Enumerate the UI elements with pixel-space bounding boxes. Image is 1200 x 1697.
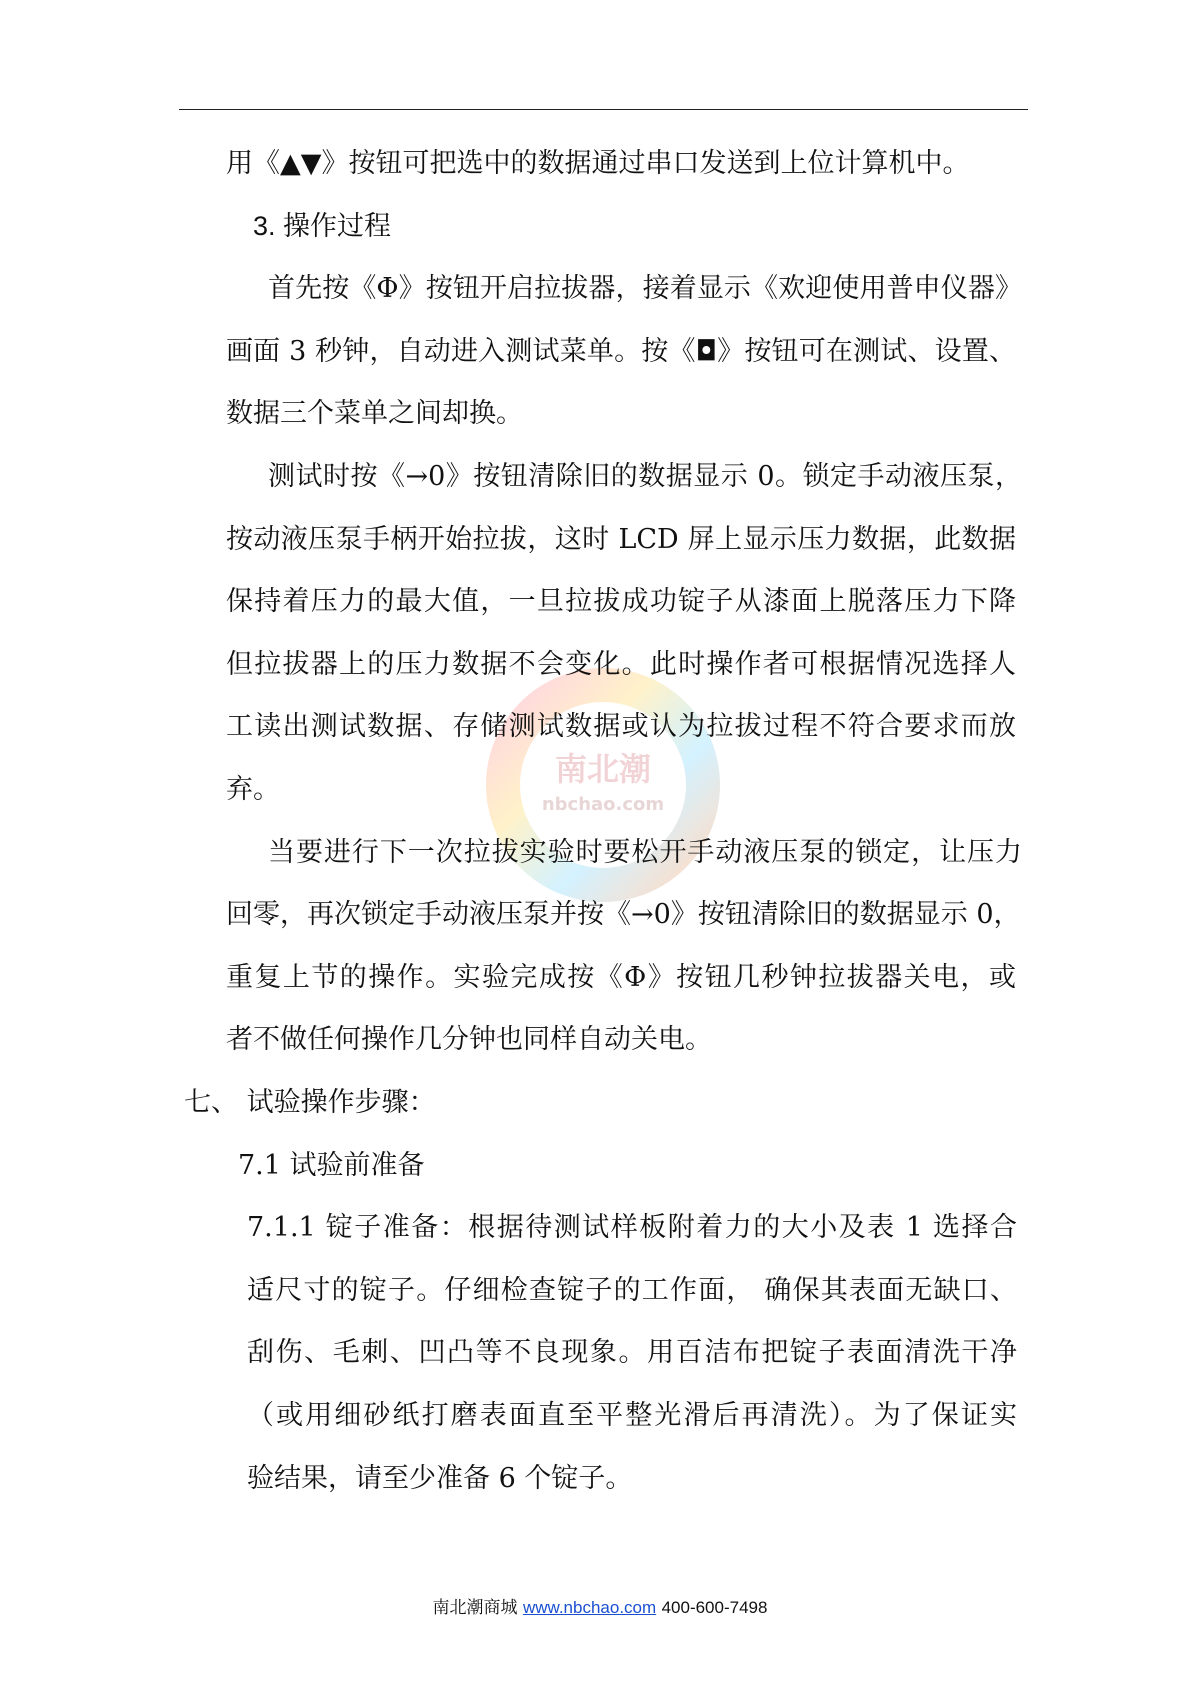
text-line-19: 适尺寸的锭子。仔细检查锭子的工作面， 确保其表面无缺口、 xyxy=(247,1275,1017,1306)
text-line-15: 者不做任何操作几分钟也同样自动关电。 xyxy=(226,1024,712,1055)
text-line-20: 刮伤、毛刺、凹凸等不良现象。用百洁布把锭子表面清洗干净 xyxy=(247,1337,1017,1368)
text-line-13: 回零，再次锁定手动液压泵并按《→0》按钮清除旧的数据显示 0， xyxy=(226,899,1021,930)
chapter-heading-7: 七、 试验操作步骤： xyxy=(184,1087,436,1118)
text-line-9: 但拉拔器上的压力数据不会变化。此时操作者可根据情况选择人 xyxy=(226,649,1016,680)
footer-link[interactable]: www.nbchao.com xyxy=(522,1598,657,1617)
watermark-en: nbchao.com xyxy=(541,794,665,815)
text-line-1: 用《▲▼》按钮可把选中的数据通过串口发送到上位计算机中。 xyxy=(226,148,970,179)
text-line-4: 画面 3 秒钟，自动进入测试菜单。按《◘》按钮可在测试、设置、 xyxy=(226,336,1016,367)
nbchao-watermark xyxy=(468,660,738,910)
text-line-10: 工读出测试数据、存储测试数据或认为拉拔过程不符合要求而放 xyxy=(226,711,1016,742)
text-line-14: 重复上节的操作。实验完成按《Φ》按钮几秒钟拉拔器关电，或 xyxy=(226,962,1016,993)
text-line-5: 数据三个菜单之间却换。 xyxy=(226,398,523,429)
subsection-heading-7-1: 7.1 试验前准备 xyxy=(238,1150,425,1181)
footer-phone: 400-600-7498 xyxy=(661,1598,768,1617)
text-line-18: 7.1.1 锭子准备：根据待测试样板附着力的大小及表 1 选择合 xyxy=(247,1212,1017,1243)
text-line-21: （或用细砂纸打磨表面直至平整光滑后再清洗）。为了保证实 xyxy=(247,1400,1017,1431)
footer-label: 南北潮商城 xyxy=(432,1598,518,1618)
text-line-8: 保持着压力的最大值，一旦拉拔成功锭子从漆面上脱落压力下降 xyxy=(226,586,1016,617)
text-line-3: 首先按《Φ》按钮开启拉拔器，接着显示《欢迎使用普申仪器》 xyxy=(268,273,1022,304)
watermark-cn: 南北潮 xyxy=(554,750,652,788)
text-line-6: 测试时按《→0》按钮清除旧的数据显示 0。锁定手动液压泵， xyxy=(268,461,1022,492)
header-rule xyxy=(179,109,1028,110)
page-footer xyxy=(0,1593,1200,1618)
text-line-12: 当要进行下一次拉拔实验时要松开手动液压泵的锁定，让压力 xyxy=(268,837,1022,868)
text-line-22: 验结果，请至少准备 6 个锭子。 xyxy=(247,1463,633,1494)
text-line-11: 弃。 xyxy=(226,774,280,805)
section-heading-3: 3. 操作过程 xyxy=(253,211,392,241)
text-line-7: 按动液压泵手柄开始拉拔，这时 LCD 屏上显示压力数据，此数据 xyxy=(226,524,1016,555)
